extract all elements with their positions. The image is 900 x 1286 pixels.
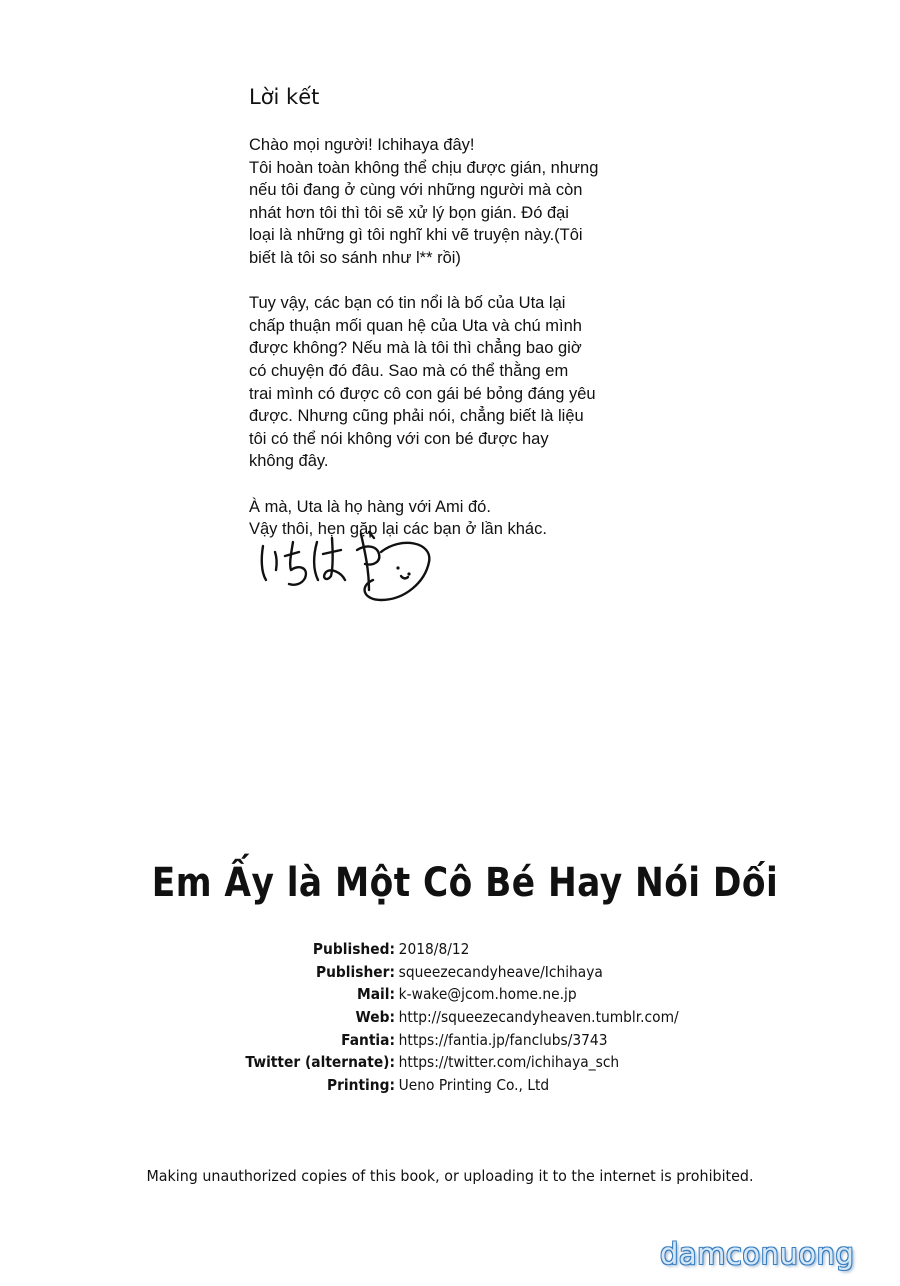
credit-label: Mail:	[356, 985, 395, 1004]
copyright-notice: Making unauthorized copies of this book, or uploading it to the internet is prohibited.	[146, 1167, 754, 1185]
credit-label: Twitter (alternate):	[245, 1053, 395, 1072]
afterword-paragraph	[249, 134, 649, 270]
credits-block	[0, 938, 900, 1097]
text-line: Vậy thôi, hẹn gặp lại các bạn ở lần khác.	[249, 520, 547, 539]
text-line: được không? Nếu mà là tôi thì chẳng bao giờ	[249, 339, 582, 358]
afterword-title: Lời kết	[249, 85, 320, 109]
credit-value: https://twitter.com/ichihaya_sch	[398, 1053, 620, 1072]
text-line: chấp thuận mối quan hệ của Uta và chú mình	[249, 316, 582, 335]
credit-row-mail	[0, 983, 900, 1006]
afterword-paragraph	[249, 292, 649, 473]
text-line: nhát hơn tôi thì tôi sẽ xử lý bọn gián. Đó đại	[249, 203, 569, 222]
text-line: có chuyện đó đâu. Sao mà có thể thằng em	[249, 361, 569, 380]
credit-value: squeezecandyheave/Ichihaya	[398, 962, 603, 981]
text-line: biết là tôi so sánh như l** rồi)	[249, 248, 461, 267]
text-line: loại là những gì tôi nghĩ khi vẽ truyện này.(Tôi	[249, 226, 583, 245]
text-line: nếu tôi đang ở cùng với những người mà còn	[249, 181, 583, 200]
credit-value: 2018/8/12	[398, 940, 470, 958]
credit-label: Fantia:	[341, 1030, 395, 1049]
credit-label: Published:	[312, 940, 395, 958]
credit-row-web	[0, 1006, 900, 1029]
credit-row-publisher	[0, 961, 900, 984]
credit-label: Printing:	[326, 1076, 395, 1095]
text-line: Tôi hoàn toàn không thể chịu được gián, nhưng	[249, 158, 599, 177]
credit-row-published	[0, 938, 900, 961]
text-line: Chào mọi người! Ichihaya đây!	[249, 136, 475, 154]
text-line: tôi có thể nói không với con bé được hay	[249, 429, 549, 448]
site-watermark: damconuong	[660, 1237, 855, 1271]
text-line: Tuy vậy, các bạn có tin nổi là bố của Uta lại	[249, 294, 566, 313]
credit-value: k-wake@jcom.home.ne.jp	[398, 985, 577, 1004]
text-line: không đây.	[249, 452, 329, 471]
text-line: À mà, Uta là họ hàng với Ami đó.	[249, 497, 491, 516]
credit-row-twitter	[0, 1051, 900, 1074]
text-line: trai mình có được cô con gái bé bỏng đáng yêu	[249, 384, 596, 403]
book-title: Em Ấy là Một Cô Bé Hay Nói Dối	[151, 860, 779, 906]
credit-row-printing	[0, 1074, 900, 1097]
credit-value: Ueno Printing Co., Ltd	[398, 1076, 550, 1095]
credit-row-fantia	[0, 1029, 900, 1052]
afterword-body	[249, 134, 649, 563]
credit-value: https://fantia.jp/fanclubs/3743	[398, 1030, 608, 1049]
credit-label: Web:	[355, 1008, 395, 1027]
text-line: được. Nhưng cũng phải nói, chẳng biết là liệu	[249, 407, 584, 426]
credit-value: http://squeezecandyheaven.tumblr.com/	[398, 1008, 679, 1027]
handwritten-signature	[255, 512, 455, 607]
credit-label: Publisher:	[315, 962, 395, 981]
